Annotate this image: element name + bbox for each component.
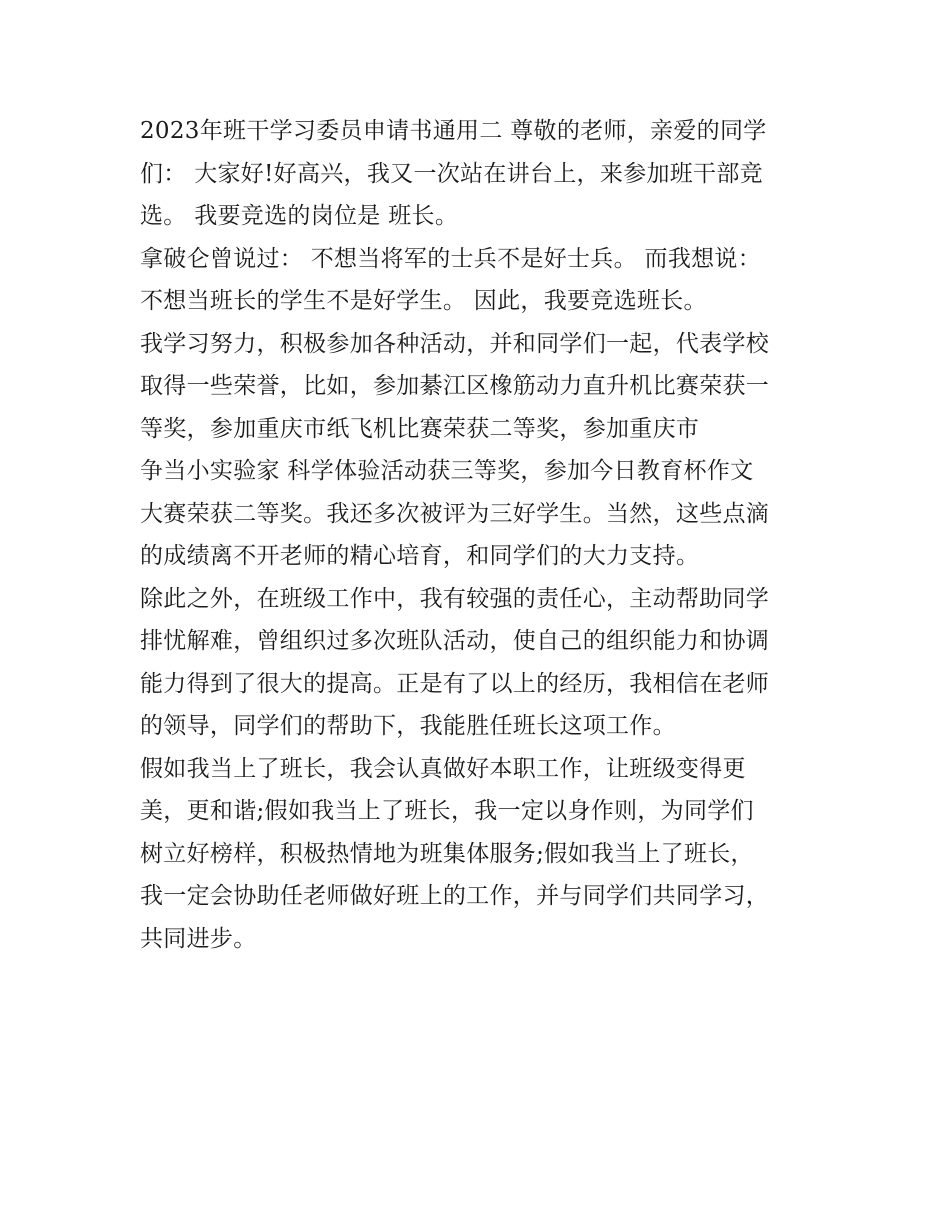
document-body bbox=[140, 110, 830, 960]
text-line: 树立好榜样，积极热情地为班集体服务;假如我当上了班长， bbox=[140, 840, 754, 867]
text-line: 能力得到了很大的提高。正是有了以上的经历，我相信在老师 bbox=[140, 670, 770, 697]
text-line: 排忧解难，曾组织过多次班队活动，使自己的组织能力和协调 bbox=[140, 628, 770, 654]
text-line: 的领导，同学们的帮助下，我能胜任班长这项工作。 bbox=[140, 713, 676, 739]
text-line: 我学习努力，积极参加各种活动，并和同学们一起，代表学校 bbox=[140, 330, 770, 357]
text-line: 争当小实验家 科学体验活动获三等奖，参加今日教育杯作文 bbox=[140, 458, 754, 484]
text-line: 共同进步。 bbox=[140, 925, 257, 952]
text-line: 的成绩离不开老师的精心培育，和同学们的大力支持。 bbox=[140, 543, 700, 569]
text-line: 们： 大家好!好高兴，我又一次站在讲台上，来参加班干部竞 bbox=[140, 160, 763, 187]
text-line: 大赛荣获二等奖。我还多次被评为三好学生。当然，这些点滴 bbox=[140, 500, 770, 527]
text-line: 选。 我要竞选的岗位是 班长。 bbox=[140, 203, 459, 229]
text-line: 我一定会协助任老师做好班上的工作，并与同学们共同学习， bbox=[140, 883, 770, 909]
text-line: 假如我当上了班长，我会认真做好本职工作，让班级变得更 bbox=[140, 755, 746, 782]
text-line: 取得一些荣誉，比如，参加綦江区橡筋动力直升机比赛荣获一 bbox=[140, 373, 770, 399]
text-line: 美，更和谐;假如我当上了班长，我一定以身作则，为同学们 bbox=[140, 798, 754, 824]
text-line: 不想当班长的学生不是好学生。 因此，我要竞选班长。 bbox=[140, 288, 707, 314]
text-line: 除此之外，在班级工作中，我有较强的责任心，主动帮助同学 bbox=[140, 585, 770, 612]
text-line: 等奖，参加重庆市纸飞机比赛荣获二等奖，参加重庆市 bbox=[140, 415, 700, 442]
text-line: 拿破仑曾说过： 不想当将军的士兵不是好士兵。 而我想说： bbox=[140, 245, 762, 272]
text-line: 2023年班干学习委员申请书通用二 尊敬的老师，亲爱的同学 bbox=[140, 118, 767, 144]
